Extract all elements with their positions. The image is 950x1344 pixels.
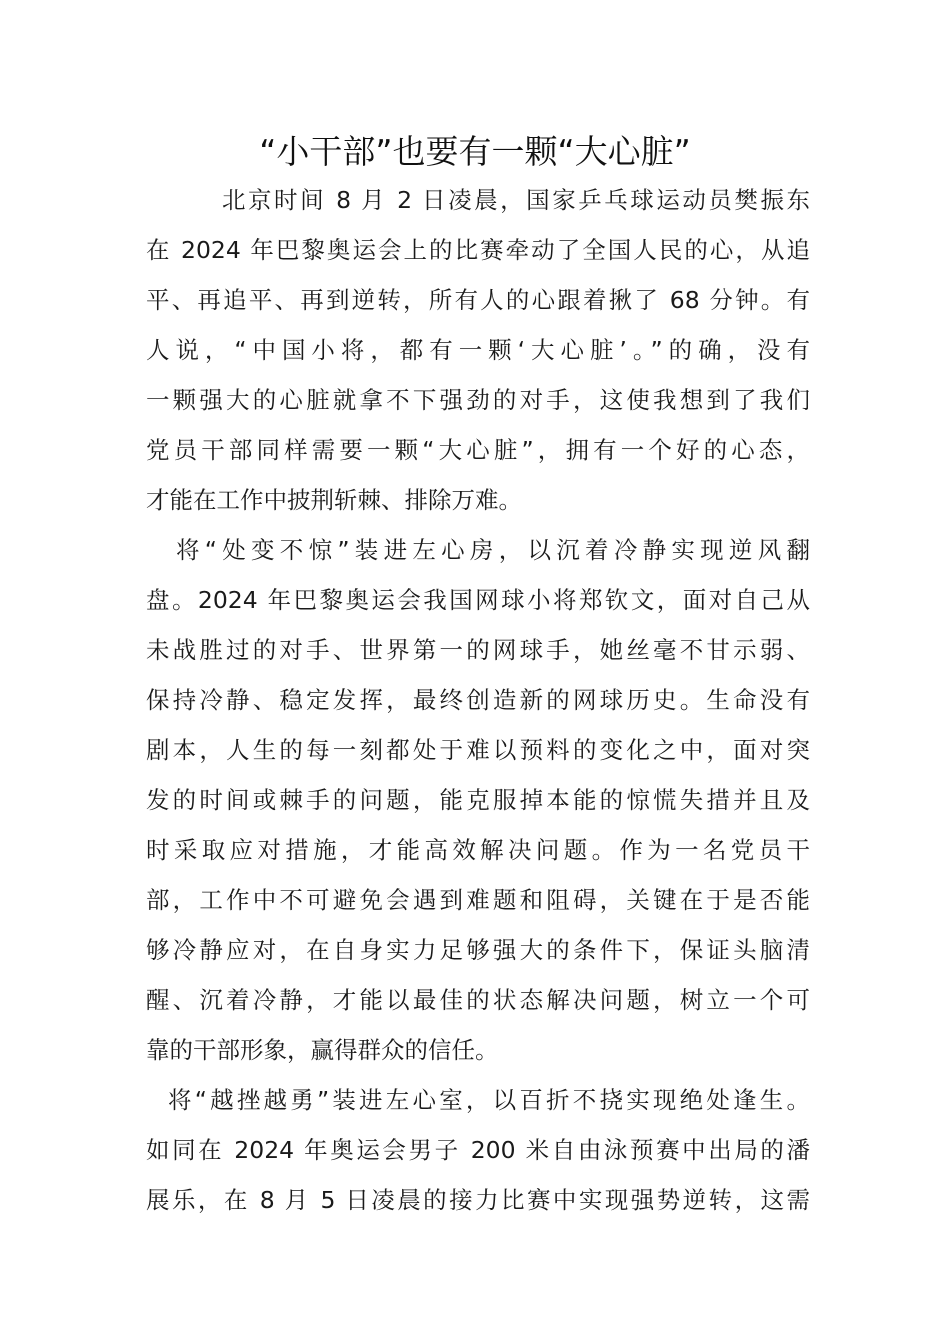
paragraph-1-line-5: 一颗强大的心脏就拿不下强劲的对手，这使我想到了我们 [146,386,810,414]
paragraph-3-line-1: 将“越挫越勇”装进左心室，以百折不挠实现绝处逢生。 [168,1086,810,1114]
paragraph-3-line-3: 展乐，在 8 月 5 日凌晨的接力比赛中实现强势逆转，这需 [146,1186,810,1214]
paragraph-1-line-1: 北京时间 8 月 2 日凌晨，国家乒乓球运动员樊振东 [222,186,810,214]
paragraph-1-line-4: 人说，“中国小将，都有一颗‘大心脏’。”的确，没有 [146,336,810,364]
paragraph-1-line-3: 平、再追平、再到逆转，所有人的心跟着揪了 68 分钟。有 [146,286,810,314]
paragraph-2-line-1: 将“处变不惊”装进左心房，以沉着冷静实现逆风翻 [176,536,810,564]
paragraph-2-line-2: 盘。2024 年巴黎奥运会我国网球小将郑钦文，面对自己从 [146,586,810,614]
paragraph-2-line-3: 未战胜过的对手、世界第一的网球手，她丝毫不甘示弱、 [146,636,810,664]
document-body [146,175,810,1225]
paragraph-1-line-2: 在 2024 年巴黎奥运会上的比赛牵动了全国人民的心，从追 [146,236,810,264]
paragraph-2-line-5: 剧本，人生的每一刻都处于难以预料的变化之中，面对突 [146,736,810,764]
paragraph-3-line-2: 如同在 2024 年奥运会男子 200 米自由泳预赛中出局的潘 [146,1136,810,1164]
paragraph-2-line-6: 发的时间或棘手的问题，能克服掉本能的惊慌失措并且及 [146,786,810,814]
paragraph-2-line-9: 够冷静应对，在自身实力足够强大的条件下，保证头脑清 [146,936,810,964]
paragraph-2-line-7: 时采取应对措施，才能高效解决问题。作为一名党员干 [146,836,810,864]
paragraph-2-line-11: 靠的干部形象，赢得群众的信任。 [146,1036,499,1064]
paragraph-2-line-8: 部，工作中不可避免会遇到难题和阻碍，关键在于是否能 [146,886,810,914]
document-title: “小干部”也要有一颗“大心脏” [259,132,691,171]
paragraph-2-line-10: 醒、沉着冷静，才能以最佳的状态解决问题，树立一个可 [146,986,810,1014]
paragraph-2-line-4: 保持冷静、稳定发挥，最终创造新的网球历史。生命没有 [146,686,810,714]
paragraph-1-line-7: 才能在工作中披荆斩棘、排除万难。 [146,486,522,514]
paragraph-1-line-6: 党员干部同样需要一颗“大心脏”，拥有一个好的心态， [146,436,810,464]
